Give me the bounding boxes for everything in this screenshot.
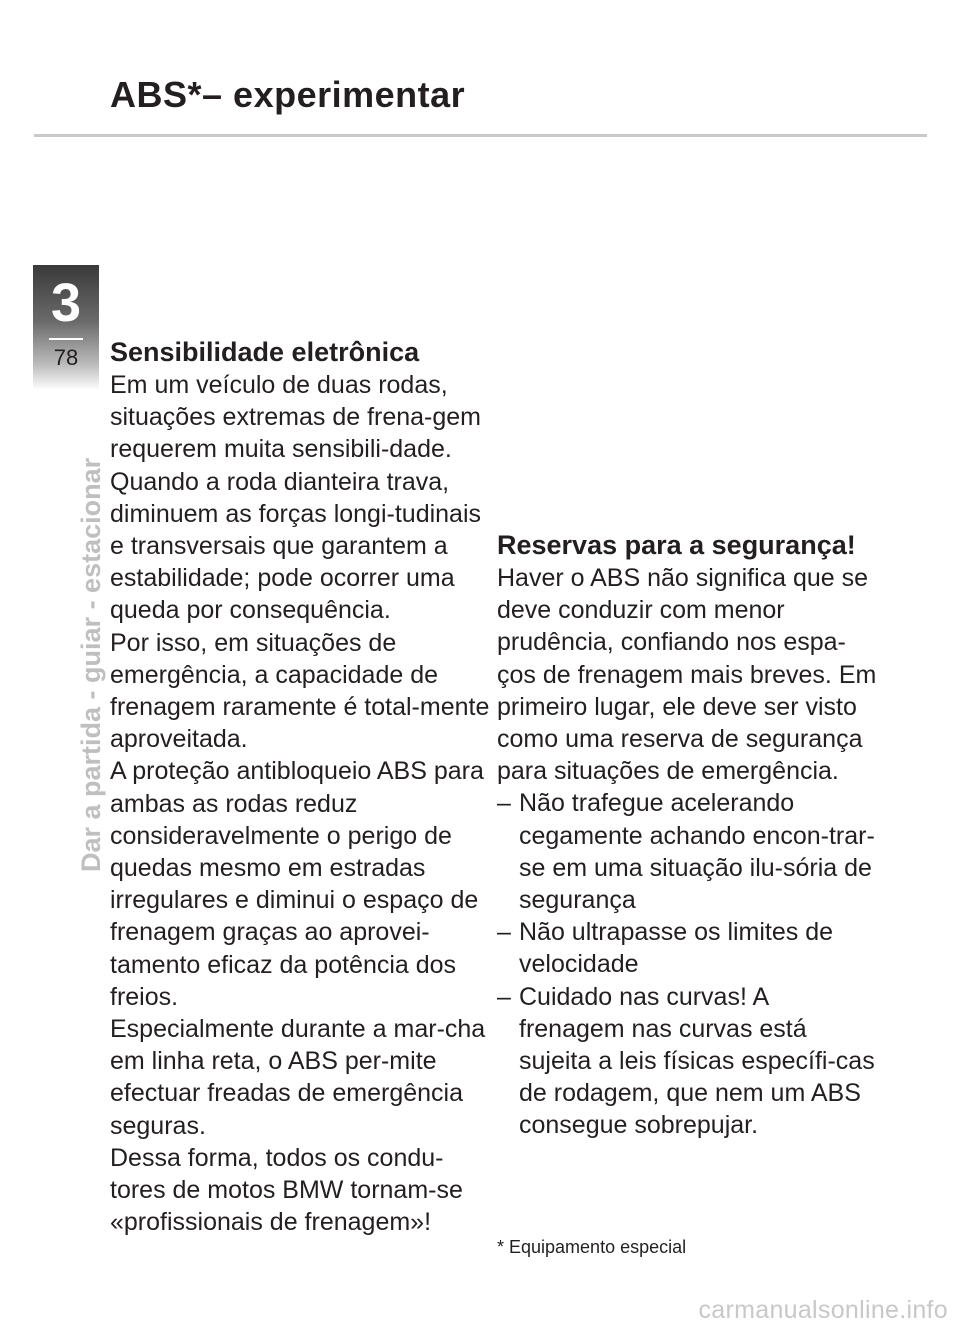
paragraph: Em um veículo de duas rodas, situações extremas de frena-gem requerem muita sensibili-dade. Quando a roda dianteira trava, diminuem as forças longi-tudinais e transversais que garantem a estabilidade; pode ocorrer uma queda por consequência. bbox=[110, 371, 482, 625]
section-heading-sensitivity: Sensibilidade eletrônica bbox=[110, 337, 420, 367]
list-item bbox=[497, 787, 877, 916]
section-label-wrap bbox=[55, 420, 106, 890]
list-item bbox=[497, 916, 877, 980]
chapter-number: 3 bbox=[50, 273, 82, 333]
paragraph: Especialmente durante a mar-cha em linha reta, o ABS per-mite efectuar freadas de emergência seguras. bbox=[110, 1015, 486, 1140]
paragraph: Por isso, em situações de emergência, a capacidade de frenagem raramente é total-mente aproveitada. bbox=[110, 628, 490, 754]
section-heading-safety-reserves: Reservas para a segurança! bbox=[497, 530, 856, 560]
left-column bbox=[110, 337, 490, 1238]
page-number: 78 bbox=[53, 345, 79, 370]
footnote: * Equipamento especial bbox=[497, 1237, 687, 1257]
dash-marker: – bbox=[497, 789, 511, 818]
list-item-text: Não trafegue acelerando cegamente achando encon-trar-se em uma situação ilu-sória de segurança bbox=[519, 789, 875, 915]
section-label: Dar a partida - guiar - estacionar bbox=[76, 457, 106, 872]
paragraph: Dessa forma, todos os condu-tores de motos BMW tornam-se «profissionais de frenagem»! bbox=[110, 1143, 463, 1237]
watermark: carmanualsonline.info bbox=[698, 1296, 948, 1324]
chapter-divider bbox=[49, 338, 83, 340]
list-item-text: Cuidado nas curvas! A frenagem nas curvas está sujeita a leis físicas específi-cas de rodagem, que nem um ABS consegue sobrepujar. bbox=[519, 982, 875, 1140]
dash-marker: – bbox=[497, 982, 511, 1011]
page-title: ABS*– experimentar bbox=[110, 74, 466, 115]
paragraph: A proteção antibloqueio ABS para ambas as rodas reduz consideravelmente o perigo de quedas mesmo em estradas irregulares e diminui o espaço de frenagem graças ao aprovei-tamento eficaz da potência dos freios. bbox=[110, 757, 484, 1011]
list-item-text: Não ultrapasse os limites de velocidade bbox=[519, 918, 834, 979]
dash-marker: – bbox=[497, 918, 511, 947]
list-item bbox=[497, 981, 877, 1142]
right-column bbox=[497, 530, 877, 1142]
chapter-tab bbox=[33, 265, 99, 390]
paragraph: Haver o ABS não significa que se deve conduzir com menor prudência, confiando nos espa-ços de frenagem mais breves. Em primeiro lugar, ele deve ser visto como uma reserva de segurança para situações de emergência. bbox=[497, 564, 877, 786]
title-divider bbox=[34, 134, 927, 137]
safety-list bbox=[497, 787, 877, 1141]
